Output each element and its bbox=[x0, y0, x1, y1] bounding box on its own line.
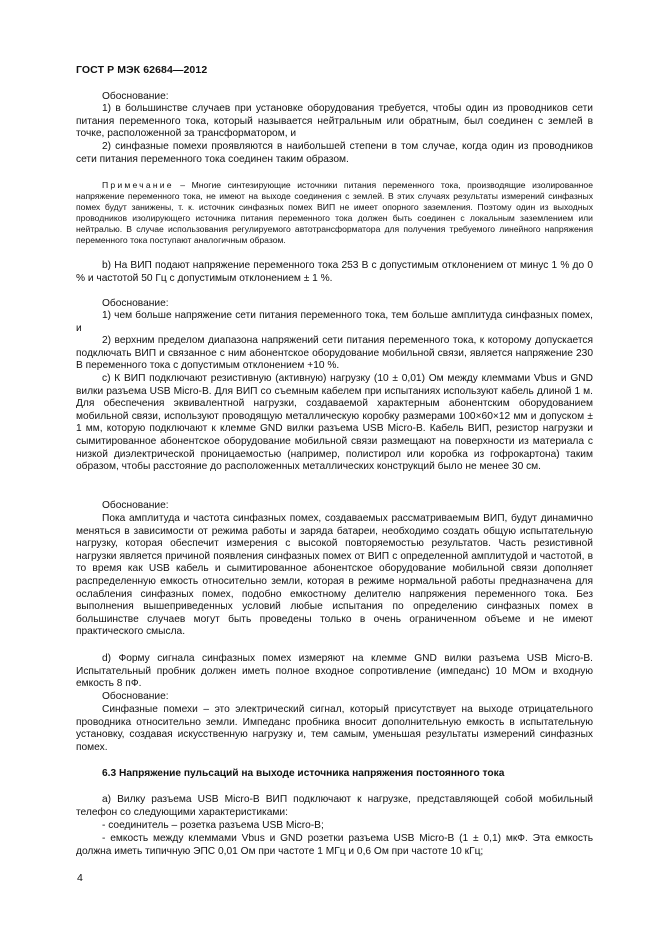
paragraph: Пока амплитуда и частота синфазных помех, создаваемых рассматриваемым ВИП, будут динамично меняться в зависимости от режима работы и заряда батареи, необходимо создать общую испытательную нагрузку, которая обеспечит измерения с высокой повторяемостью результатов. Часть резистивной нагрузки является причиной появления синфазных помех от ВИП с определенной амплитудой и частотой, в то время как USB кабель и сымитированное абонентское оборудование мобильной связи дополняет распределенную емкость относительно земли, которая в режиме нормальной работы предназначена для ослабления синфазных помех, подобно емкостному делителю напряжения переменного тока. Без выполнения вышеприведенных условий любые испытания по определению синфазных помех в большинстве случаев могут быть проведены только в очень ограниченном объеме и не имеют практического смысла. bbox=[76, 513, 593, 638]
section-heading: 6.3 Напряжение пульсаций на выходе источника напряжения постоянного тока bbox=[102, 768, 505, 779]
justification-heading: Обоснование: bbox=[102, 500, 169, 511]
justification-heading: Обоснование: bbox=[102, 691, 169, 702]
paragraph: c) К ВИП подключают резистивную (активную) нагрузку (10 ± 0,01) Ом между клеммами Vbus и GND вилки разъема USB Micro-B. Для ВИП со съемным кабелем при испытаниях используют кабель длиной 1 м. Для обеспечения эквивалентной нагрузки, создаваемой характерным абонентским оборудованием мобильной связи, используют проводящую металлическую коробку размерами 100×60×12 мм и допуском ± 1 мм, которую подключают к клемме GND вилки разъема USB Micro-B. Кабель ВИП, резистор нагрузки и сымитированное абонентское оборудование мобильной связи размещают на поверхности из материала с низкой диэлектрической проницаемостью (например, полистирол или коробка из гофрокартона) таким образом, чтобы расстояние до расположенных металлических конструкций было не менее 30 см. bbox=[76, 373, 593, 473]
paragraph: d) Форму сигнала синфазных помех измеряют на клемме GND вилки разъема USB Micro-B. Испытательный пробник должен иметь полное входное сопротивление (импеданс) 10 МОм и входную емкость 8 пФ. bbox=[76, 653, 593, 690]
note-text: – Многие синтезирующие источники питания переменного тока, производящие изолированное напряжение переменного тока, не имеют на выходе соединения с землей. В этих случаях результаты измерений синфазных помех будут занижены, т. к. источник синфазных помех ВИП не имеет опорного заземления. Поэтому один из выходных проводников изолирующего источника питания переменного тока должен быть соединен с локальным заземлением или нейтралью. В случае использования регулируемого автотрансформатора для получения требуемого линейного напряжения переменного тока поступают аналогичным образом. bbox=[76, 180, 593, 245]
document-header: ГОСТ Р МЭК 62684—2012 bbox=[76, 64, 208, 76]
paragraph: а) Вилку разъема USB Micro-B ВИП подключают к нагрузке, представляющей собой мобильный телефон со следующими характеристиками: bbox=[76, 794, 593, 818]
paragraph: Синфазные помехи – это электрический сигнал, который присутствует на выходе отрицательного проводника относительно земли. Импеданс пробника вносит дополнительную емкость в испытательную установку, создавая искусственную нагрузку и, тем самым, уменьшая результаты измерений синфазных помех. bbox=[76, 704, 593, 753]
paragraph: 1) в большинстве случаев при установке оборудования требуется, чтобы один из проводников сети питания переменного тока, который называется нейтральным или обратным, был соединен с землей в точке, расположенной за трансформатором, и bbox=[76, 103, 593, 140]
paragraph: 2) синфазные помехи проявляются в наибольшей степени в том случае, когда один из проводников сети питания переменного тока соединен таким образом. bbox=[76, 141, 593, 165]
list-item: - соединитель – розетка разъема USB Micro-B; bbox=[102, 820, 324, 831]
note-paragraph bbox=[76, 180, 593, 246]
note-label: Примечание bbox=[102, 180, 174, 190]
justification-heading: Обоснование: bbox=[102, 298, 169, 309]
justification-heading: Обоснование: bbox=[102, 91, 169, 102]
paragraph: 2) верхним пределом диапазона напряжений сети питания переменного тока, к которому допускается подключать ВИП и связанное с ним абонентское оборудование мобильной связи, является напряжение 230 В переменного тока с допустимым отклонением +10 %. bbox=[76, 335, 593, 372]
page-number: 4 bbox=[77, 872, 83, 884]
list-item: - емкость между клеммами Vbus и GND розетки разъема USB Micro-B (1 ± 0,1) мкФ. Эта емкость должна иметь типичную ЭПС 0,01 Ом при частоте 1 МГц и 0,6 Ом при частоте 10 кГц; bbox=[76, 833, 593, 857]
paragraph: 1) чем больше напряжение сети питания переменного тока, тем больше амплитуда синфазных помех, и bbox=[76, 310, 593, 334]
paragraph: b) На ВИП подают напряжение переменного тока 253 В с допустимым отклонением от минус 1 % до 0 % и частотой 50 Гц с допустимым отклонением ± 1 %. bbox=[76, 260, 593, 284]
